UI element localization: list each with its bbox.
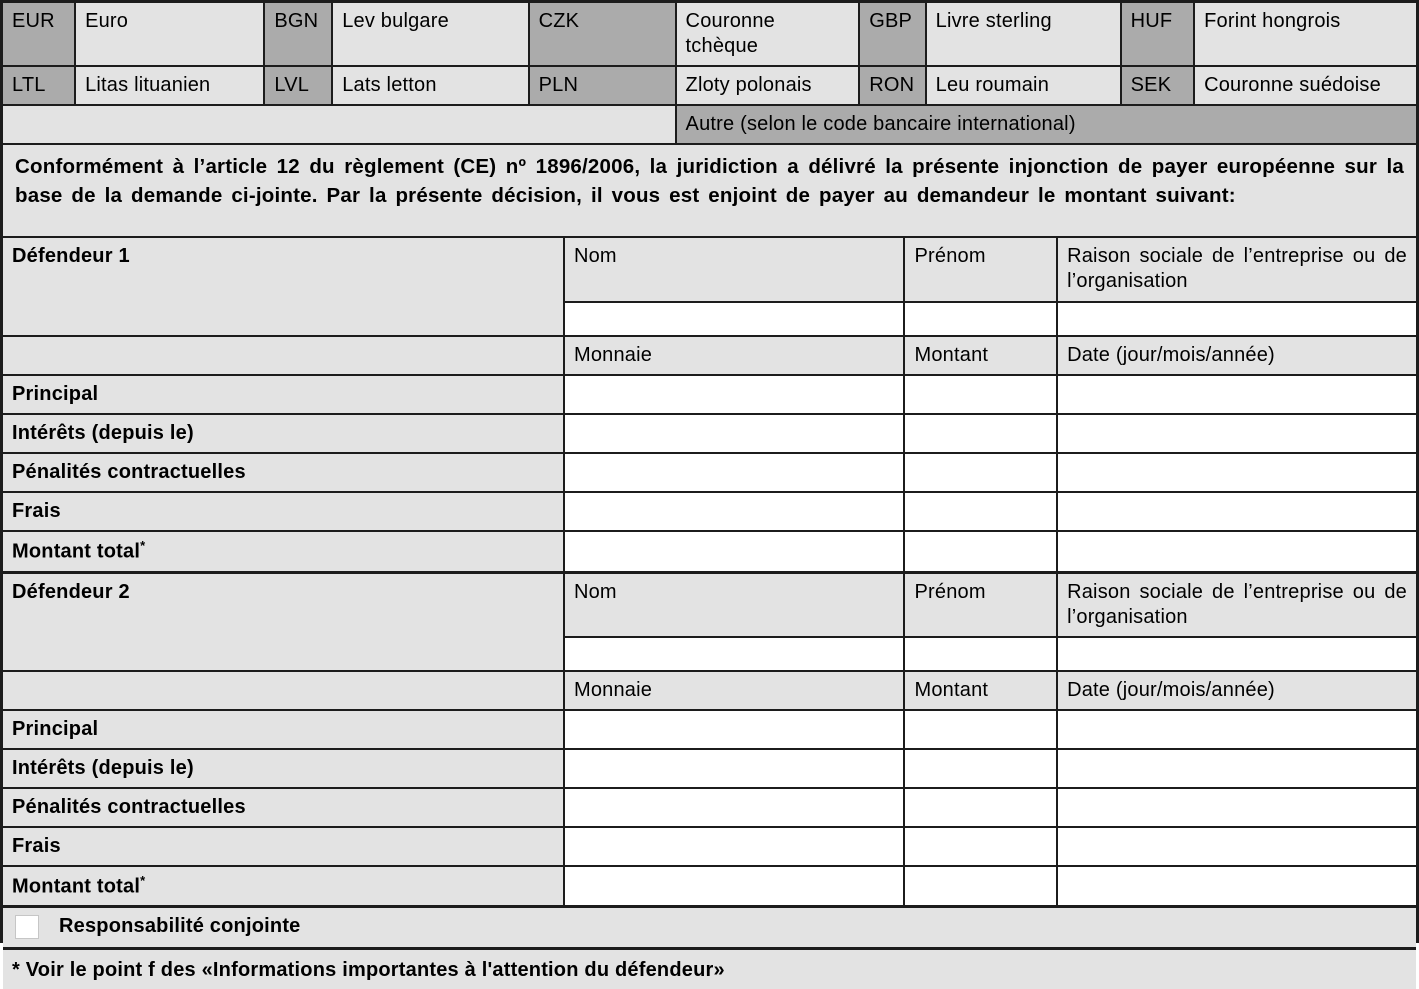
defendants-table [3, 238, 1416, 989]
company-input-cell[interactable] [1057, 637, 1416, 671]
currency-input-cell[interactable] [564, 375, 905, 414]
date-input-cell[interactable] [1057, 453, 1416, 492]
amount-input-cell[interactable] [904, 866, 1057, 907]
amount-input-cell[interactable] [904, 710, 1057, 749]
company-header: Raison sociale de l’entreprise ou de l’organisation [1057, 238, 1416, 302]
currency-header: Monnaie [564, 671, 905, 710]
defendant2-interest-row [3, 749, 1416, 788]
currency-name-cell: Zloty polonais [676, 66, 860, 105]
row-label: Pénalités contractuelles [3, 453, 564, 492]
row-label: Pénalités contractuelles [3, 788, 564, 827]
company-input-cell[interactable] [1057, 302, 1416, 336]
footnote-cell [3, 949, 1416, 989]
row-label: Intérêts (depuis le) [3, 749, 564, 788]
defendant1-interest-row [3, 414, 1416, 453]
name-header: Nom [564, 238, 905, 302]
currency-name-cell: Euro [75, 3, 264, 66]
name-input-cell[interactable] [564, 302, 905, 336]
amount-header: Montant [904, 671, 1057, 710]
defendant1-header-row [3, 238, 1416, 302]
footnote-asterisk: * [140, 872, 146, 888]
amount-input-cell[interactable] [904, 375, 1057, 414]
spacer-cell [3, 671, 564, 710]
defendant2-header-row [3, 572, 1416, 637]
currency-code-cell: GBP [859, 3, 925, 66]
defendant1-total-row [3, 531, 1416, 572]
currency-code-cell: EUR [3, 3, 75, 66]
currency-name-cell: Litas lituanien [75, 66, 264, 105]
currency-code-cell: SEK [1121, 66, 1194, 105]
amount-header: Montant [904, 336, 1057, 375]
joint-liability-row [3, 907, 1416, 949]
joint-liability-label: Responsabilité conjointe [59, 915, 301, 938]
currency-other-row [3, 105, 1416, 143]
currency-input-cell[interactable] [564, 788, 905, 827]
currency-name-cell: Couronne suédoise [1194, 66, 1416, 105]
currency-code-cell: BGN [264, 3, 332, 66]
amount-input-cell[interactable] [904, 788, 1057, 827]
footnote-text: * Voir le point f des «Informations importantes à l'attention du défendeur» [12, 959, 725, 982]
currency-row [3, 66, 1416, 105]
currency-code-cell: PLN [529, 66, 676, 105]
defendant1-penalties-row [3, 453, 1416, 492]
currency-code-cell: LTL [3, 66, 75, 105]
footnote-row [3, 949, 1416, 989]
currency-name-cell: Leu roumain [926, 66, 1121, 105]
currency-input-cell[interactable] [564, 827, 905, 866]
total-label-text: Montant total [12, 540, 141, 563]
row-label: Intérêts (depuis le) [3, 414, 564, 453]
currency-input-cell[interactable] [564, 531, 905, 572]
currency-code-cell: LVL [264, 66, 332, 105]
joint-liability-checkbox[interactable] [15, 915, 39, 939]
currency-code-cell: RON [859, 66, 925, 105]
amount-input-cell[interactable] [904, 492, 1057, 531]
name-input-cell[interactable] [564, 637, 905, 671]
defendant2-costs-row [3, 827, 1416, 866]
defendant2-title: Défendeur 2 [3, 572, 564, 671]
company-header: Raison sociale de l’entreprise ou de l’organisation [1057, 572, 1416, 637]
total-label [3, 531, 564, 572]
amount-input-cell[interactable] [904, 749, 1057, 788]
spacer-cell [3, 336, 564, 375]
date-input-cell[interactable] [1057, 788, 1416, 827]
currency-name-cell: Lats letton [332, 66, 528, 105]
currency-input-cell[interactable] [564, 710, 905, 749]
currency-input-cell[interactable] [564, 414, 905, 453]
name-header: Nom [564, 572, 905, 637]
currency-row [3, 3, 1416, 66]
firstname-input-cell[interactable] [904, 302, 1057, 336]
firstname-header: Prénom [904, 238, 1057, 302]
date-input-cell[interactable] [1057, 531, 1416, 572]
defendant2-principal-row [3, 710, 1416, 749]
currency-name-cell: Forint hongrois [1194, 3, 1416, 66]
currency-header: Monnaie [564, 336, 905, 375]
total-label-text: Montant total [12, 875, 141, 898]
currency-name-cell: Couronne tchèque [676, 3, 860, 66]
currency-other-cell: Autre (selon le code bancaire international) [676, 105, 1416, 143]
defendant1-costs-row [3, 492, 1416, 531]
defendant2-amount-header-row [3, 671, 1416, 710]
spacer-cell [3, 105, 676, 143]
date-header: Date (jour/mois/année) [1057, 336, 1416, 375]
date-input-cell[interactable] [1057, 866, 1416, 907]
currency-code-cell: CZK [529, 3, 676, 66]
joint-liability-cell [3, 907, 1416, 949]
defendant1-title: Défendeur 1 [3, 238, 564, 336]
firstname-header: Prénom [904, 572, 1057, 637]
currency-input-cell[interactable] [564, 492, 905, 531]
currency-input-cell[interactable] [564, 453, 905, 492]
currency-name-cell: Livre sterling [926, 3, 1121, 66]
amount-input-cell[interactable] [904, 827, 1057, 866]
date-input-cell[interactable] [1057, 492, 1416, 531]
row-label: Principal [3, 710, 564, 749]
date-input-cell[interactable] [1057, 375, 1416, 414]
row-label: Frais [3, 827, 564, 866]
date-input-cell[interactable] [1057, 414, 1416, 453]
defendant2-total-row [3, 866, 1416, 907]
date-input-cell[interactable] [1057, 827, 1416, 866]
intro-paragraph: Conformément à l’article 12 du règlement (CE) nº 1896/2006, la juridiction a délivré la présente injonction de payer européenne sur la base de la demande ci-jointe. Par la présente décision, il vous est enjoint de payer au demandeur le montant suivant: [3, 143, 1416, 238]
currency-input-cell[interactable] [564, 749, 905, 788]
date-input-cell[interactable] [1057, 749, 1416, 788]
currency-code-cell: HUF [1121, 3, 1194, 66]
firstname-input-cell[interactable] [904, 637, 1057, 671]
defendant2-penalties-row [3, 788, 1416, 827]
currency-name-cell: Lev bulgare [332, 3, 528, 66]
currency-input-cell[interactable] [564, 866, 905, 907]
amount-input-cell[interactable] [904, 453, 1057, 492]
row-label: Frais [3, 492, 564, 531]
total-label [3, 866, 564, 907]
date-input-cell[interactable] [1057, 710, 1416, 749]
row-label: Principal [3, 375, 564, 414]
currency-table [3, 3, 1416, 143]
defendant1-principal-row [3, 375, 1416, 414]
date-header: Date (jour/mois/année) [1057, 671, 1416, 710]
amount-input-cell[interactable] [904, 414, 1057, 453]
defendant1-amount-header-row [3, 336, 1416, 375]
footnote-asterisk: * [140, 538, 146, 553]
amount-input-cell[interactable] [904, 531, 1057, 572]
